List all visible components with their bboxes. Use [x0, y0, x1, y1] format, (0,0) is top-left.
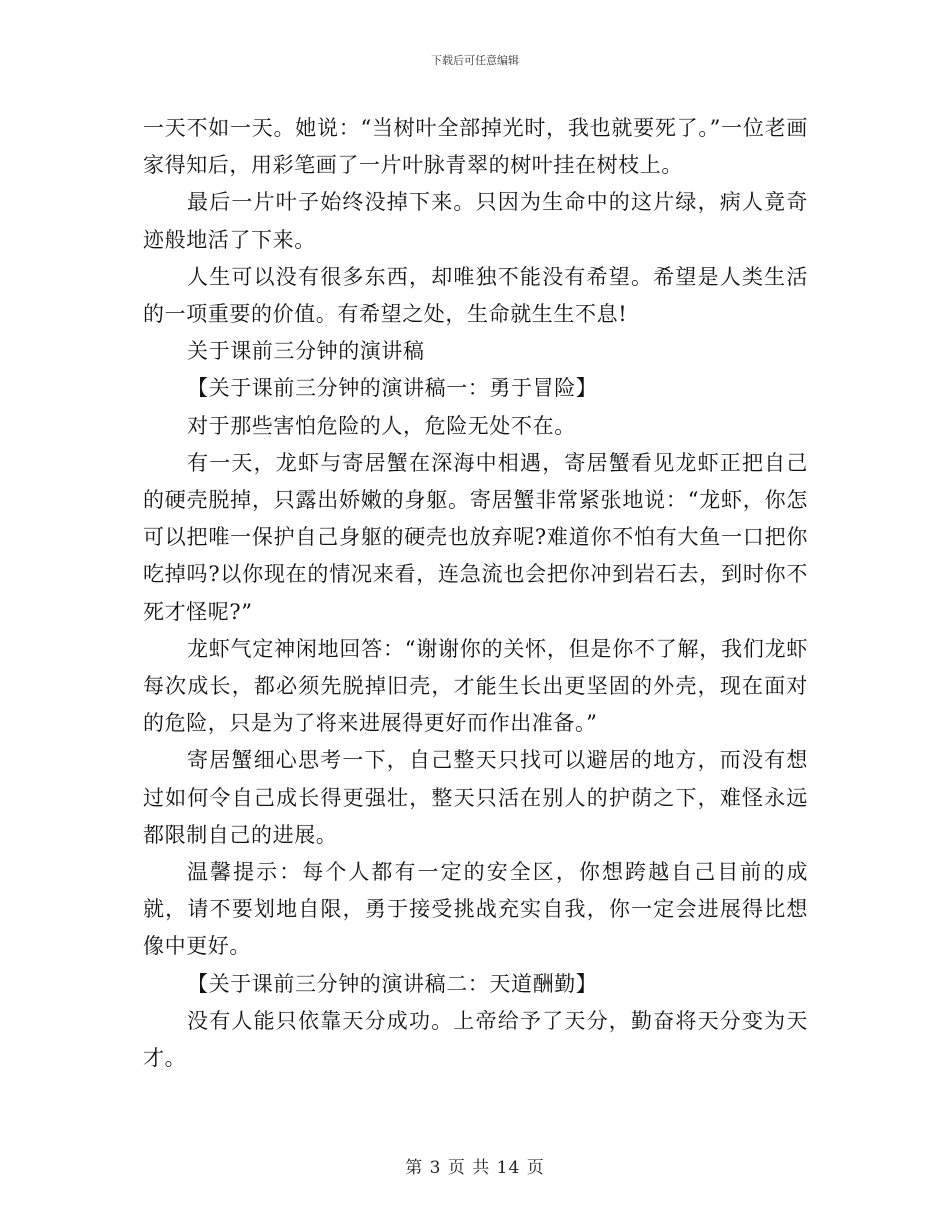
- paragraph: 寄居蟹细心思考一下，自己整天只找可以避居的地方，而没有想过如何令自己成长得更强壮，整天只活在别人的护荫之下，难怪永远都限制自己的进展。: [143, 748, 808, 847]
- page-header-note: 下载后可任意编辑: [431, 54, 519, 67]
- paragraph: 温馨提示：每个人都有一定的安全区，你想跨越自己目前的成就，请不要划地自限，勇于接受挑战充实自我，你一定会进展得比想像中更好。: [143, 860, 808, 959]
- paragraph: 人生可以没有很多东西，却唯独不能没有希望。希望是人类生活的一项重要的价值。有希望之处，生命就生生不息!: [143, 264, 808, 327]
- paragraph: 对于那些害怕危险的人，危险无处不在。: [187, 413, 576, 438]
- paragraph: 最后一片叶子始终没掉下来。只因为生命中的这片绿，病人竟奇迹般地活了下来。: [143, 190, 808, 252]
- section-heading: 【关于课前三分钟的演讲稿二：天道酬勤】: [187, 971, 598, 996]
- paragraph: 没有人能只依靠天分成功。上帝给予了天分，勤奋将天分变为天才。: [143, 1008, 808, 1071]
- section-heading: 【关于课前三分钟的演讲稿一：勇于冒险】: [187, 376, 598, 401]
- paragraph: 一天不如一天。她说：“当树叶全部掉光时，我也就要死了。”一位老画家得知后，用彩笔画了一片叶脉青翠的树叶挂在树枝上。: [143, 116, 808, 178]
- page-number-footer: 第 3 页 共 14 页: [405, 1158, 545, 1178]
- paragraph: 有一天，龙虾与寄居蟹在深海中相遇，寄居蟹看见龙虾正把自己的硬壳脱掉，只露出娇嫩的身躯。寄居蟹非常紧张地说：“龙虾，你怎可以把唯一保护自己身躯的硬壳也放弃呢?难道你不怕有大鱼一口把你吃掉吗?以你现在的情况来看，连急流也会把你冲到岩石去，到时你不死才怪呢?”: [143, 450, 808, 624]
- document-body: [143, 110, 808, 1077]
- paragraph: 龙虾气定神闲地回答：“谢谢你的关怀，但是你不了解，我们龙虾每次成长，都必须先脱掉旧壳，才能生长出更坚固的外壳，现在面对的危险，只是为了将来进展得更好而作出准备。”: [143, 636, 808, 736]
- section-title: 关于课前三分钟的演讲稿: [187, 339, 425, 364]
